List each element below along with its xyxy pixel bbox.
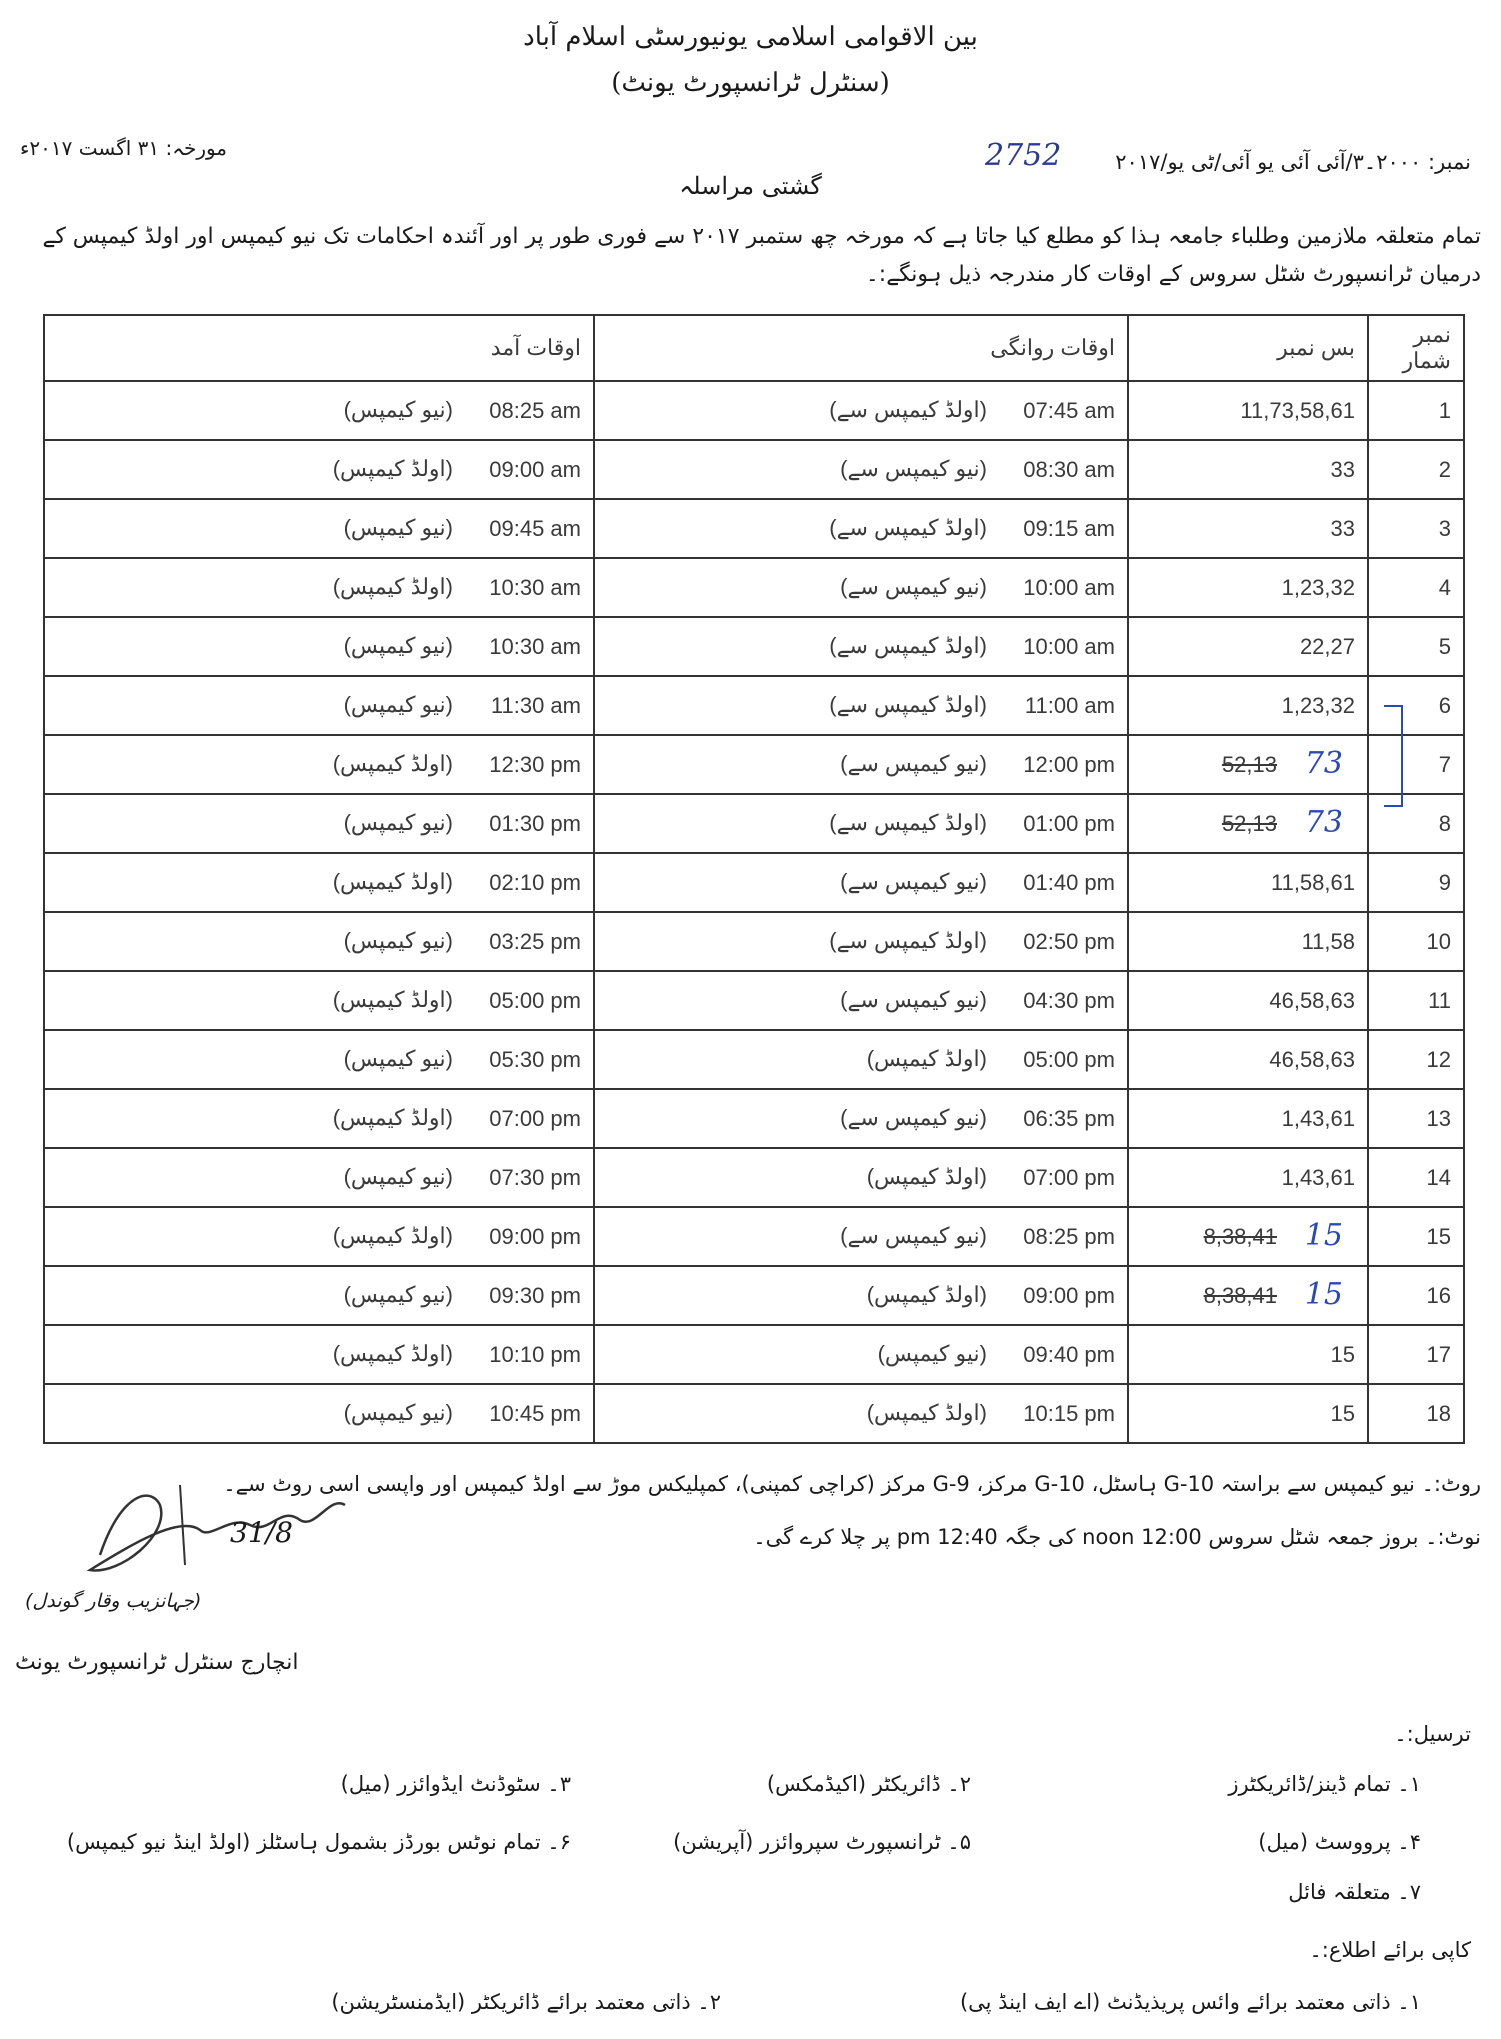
copy-item-1: ۱۔ ذاتی معتمد برائے وائس پریذیڈنٹ (اے ایف اینڈ پی) bbox=[959, 1990, 1421, 2014]
arrival-time: 07:30 pm bbox=[489, 1165, 581, 1190]
bus-number-text: 1,43,61 bbox=[1281, 1106, 1355, 1131]
departure-time-cell bbox=[594, 1030, 1128, 1089]
departure-time: 12:00 pm bbox=[1023, 752, 1115, 777]
departure-time: 01:40 pm bbox=[1023, 870, 1115, 895]
table-row bbox=[44, 1384, 1464, 1443]
table-row bbox=[44, 676, 1464, 735]
serial-number-cell: 17 bbox=[1368, 1325, 1464, 1384]
arrival-time: 09:00 pm bbox=[489, 1224, 581, 1249]
bus-number-cell bbox=[1128, 676, 1368, 735]
departure-location: (نیو کیمپس سے) bbox=[840, 869, 987, 894]
arrival-time-cell bbox=[44, 1207, 594, 1266]
serial-number-cell: 9 bbox=[1368, 853, 1464, 912]
arrival-time-cell bbox=[44, 1148, 594, 1207]
departure-time-cell bbox=[594, 617, 1128, 676]
signature-scribble-icon bbox=[60, 1475, 360, 1590]
arrival-location: (اولڈ کیمپس) bbox=[332, 574, 453, 599]
departure-location: (اولڈ کیمپس سے) bbox=[829, 633, 987, 658]
bus-number-text: 11,58 bbox=[1301, 929, 1355, 954]
distribution-item-2: ۲۔ ڈائریکٹر (اکیڈمکس) bbox=[766, 1772, 971, 1796]
arrival-time-cell bbox=[44, 912, 594, 971]
departure-time-cell bbox=[594, 971, 1128, 1030]
arrival-time-cell bbox=[44, 1325, 594, 1384]
arrival-location: (نیو کیمپس) bbox=[343, 692, 453, 717]
departure-location: (اولڈ کیمپس) bbox=[866, 1046, 987, 1071]
signatory-title: انچارج سنٹرل ٹرانسپورٹ یونٹ bbox=[15, 1650, 299, 1675]
arrival-location: (نیو کیمپس) bbox=[343, 810, 453, 835]
arrival-time-cell bbox=[44, 794, 594, 853]
document-date: مورخہ: ۳۱ اگست ۲۰۱۷ء bbox=[20, 136, 228, 160]
bus-number-text: 11,73,58,61 bbox=[1240, 398, 1355, 423]
departure-time: 08:30 am bbox=[1023, 457, 1115, 482]
serial-number-cell: 4 bbox=[1368, 558, 1464, 617]
departure-location: (اولڈ کیمپس سے) bbox=[829, 810, 987, 835]
arrival-location: (اولڈ کیمپس) bbox=[332, 987, 453, 1012]
departure-time: 09:15 am bbox=[1023, 516, 1115, 541]
arrival-time-cell bbox=[44, 853, 594, 912]
arrival-location: (نیو کیمپس) bbox=[343, 1164, 453, 1189]
bus-number-text: 1,23,32 bbox=[1281, 575, 1355, 600]
departure-time-cell bbox=[594, 912, 1128, 971]
distribution-item-5: ۵۔ ٹرانسپورٹ سپروائزر (آپریشن) bbox=[673, 1830, 971, 1854]
arrival-time: 09:00 am bbox=[489, 457, 581, 482]
arrival-time-cell bbox=[44, 381, 594, 440]
distribution-item-1: ۱۔ تمام ڈینز/ڈائریکٹرز bbox=[1228, 1772, 1421, 1796]
bus-number-cell bbox=[1128, 1030, 1368, 1089]
serial-number-cell: 3 bbox=[1368, 499, 1464, 558]
table-row bbox=[44, 1266, 1464, 1325]
arrival-time-cell bbox=[44, 735, 594, 794]
departure-location: (اولڈ کیمپس سے) bbox=[829, 928, 987, 953]
arrival-time: 08:25 am bbox=[489, 398, 581, 423]
bus-number-cell bbox=[1128, 912, 1368, 971]
arrival-time-cell bbox=[44, 971, 594, 1030]
departure-location: (اولڈ کیمپس سے) bbox=[829, 692, 987, 717]
bus-number-text: 8,38,41 bbox=[1203, 1224, 1277, 1249]
bus-number-cell bbox=[1128, 1089, 1368, 1148]
column-header-bus: بس نمبر bbox=[1128, 315, 1368, 381]
distribution-item-3: ۳۔ سٹوڈنٹ ایڈوائزر (میل) bbox=[340, 1772, 571, 1796]
departure-time-cell bbox=[594, 381, 1128, 440]
reference-number: نمبر: ۲۰۰۰۔۳/آئی آئی یو آئی/ٹی یو/۲۰۱۷ bbox=[1115, 150, 1471, 174]
bus-number-cell bbox=[1128, 440, 1368, 499]
bus-number-cell bbox=[1128, 558, 1368, 617]
column-header-arrival: اوقات آمد bbox=[44, 315, 594, 381]
arrival-time: 10:10 pm bbox=[489, 1342, 581, 1367]
serial-number-cell: 15 bbox=[1368, 1207, 1464, 1266]
arrival-time: 09:30 pm bbox=[489, 1283, 581, 1308]
departure-location: (اولڈ کیمپس) bbox=[866, 1282, 987, 1307]
arrival-location: (نیو کیمپس) bbox=[343, 1400, 453, 1425]
bus-number-text: 22,27 bbox=[1299, 634, 1355, 659]
arrival-time: 12:30 pm bbox=[489, 752, 581, 777]
departure-location: (اولڈ کیمپس) bbox=[866, 1164, 987, 1189]
bus-number-text: 46,58,63 bbox=[1269, 988, 1355, 1013]
arrival-location: (اولڈ کیمپس) bbox=[332, 869, 453, 894]
handwritten-reference: 2752 bbox=[985, 138, 1062, 173]
departure-location: (اولڈ کیمپس) bbox=[866, 1400, 987, 1425]
circular-title: گشتی مراسلہ bbox=[679, 172, 822, 200]
bus-number-text: 52,13 bbox=[1221, 752, 1277, 777]
arrival-location: (نیو کیمپس) bbox=[343, 1282, 453, 1307]
bus-number-text: 33 bbox=[1330, 516, 1355, 541]
handwritten-bus-correction: 73 bbox=[1304, 746, 1343, 781]
departure-time-cell bbox=[594, 1148, 1128, 1207]
departure-time: 02:50 pm bbox=[1023, 929, 1115, 954]
column-header-departure: اوقات روانگی bbox=[594, 315, 1128, 381]
table-header-row bbox=[44, 315, 1464, 381]
table-row bbox=[44, 735, 1464, 794]
arrival-time: 07:00 pm bbox=[489, 1106, 581, 1131]
arrival-location: (نیو کیمپس) bbox=[343, 928, 453, 953]
bus-number-cell bbox=[1128, 499, 1368, 558]
handwritten-bus-correction: 15 bbox=[1304, 1218, 1343, 1253]
serial-number-cell: 18 bbox=[1368, 1384, 1464, 1443]
arrival-location: (اولڈ کیمپس) bbox=[332, 1105, 453, 1130]
bus-number-cell bbox=[1128, 1148, 1368, 1207]
departure-time-cell bbox=[594, 853, 1128, 912]
departure-time-cell bbox=[594, 1325, 1128, 1384]
serial-number-cell: 2 bbox=[1368, 440, 1464, 499]
arrival-time: 05:00 pm bbox=[489, 988, 581, 1013]
signatory-name: (جہانزیب وقار گوندل) bbox=[25, 1590, 202, 1612]
bus-number-cell bbox=[1128, 617, 1368, 676]
friday-note: نوٹ:۔ بروز جمعہ شٹل سروس 12:00 noon کی جگہ 12:40 pm پر چلا کرے گی۔ bbox=[753, 1525, 1481, 1549]
table-row bbox=[44, 1148, 1464, 1207]
arrival-time-cell bbox=[44, 499, 594, 558]
bus-number-text: 1,23,32 bbox=[1281, 693, 1355, 718]
table-row bbox=[44, 1325, 1464, 1384]
bus-number-cell bbox=[1128, 1325, 1368, 1384]
arrival-location: (اولڈ کیمپس) bbox=[332, 751, 453, 776]
departure-time-cell bbox=[594, 1089, 1128, 1148]
departure-location: (نیو کیمپس سے) bbox=[840, 1223, 987, 1248]
departure-location: (نیو کیمپس سے) bbox=[840, 1105, 987, 1130]
handwritten-bus-correction: 15 bbox=[1304, 1277, 1343, 1312]
signature-date: 31/8 bbox=[230, 1516, 293, 1549]
departure-time-cell bbox=[594, 499, 1128, 558]
serial-number-cell: 6 bbox=[1368, 676, 1464, 735]
table-row bbox=[44, 794, 1464, 853]
bus-number-cell bbox=[1128, 381, 1368, 440]
serial-number-cell: 5 bbox=[1368, 617, 1464, 676]
departure-time: 10:15 pm bbox=[1023, 1401, 1115, 1426]
distribution-heading: ترسیل:۔ bbox=[1394, 1722, 1471, 1746]
arrival-time-cell bbox=[44, 558, 594, 617]
bus-number-text: 1,43,61 bbox=[1281, 1165, 1355, 1190]
arrival-location: (اولڈ کیمپس) bbox=[332, 1223, 453, 1248]
departure-time-cell bbox=[594, 1384, 1128, 1443]
serial-number-cell: 1 bbox=[1368, 381, 1464, 440]
departure-time: 08:25 pm bbox=[1023, 1224, 1115, 1249]
departure-time-cell bbox=[594, 440, 1128, 499]
bus-number-text: 33 bbox=[1330, 457, 1355, 482]
bus-number-text: 52,13 bbox=[1221, 811, 1277, 836]
serial-number-cell: 13 bbox=[1368, 1089, 1464, 1148]
table-row bbox=[44, 1089, 1464, 1148]
column-header-serial: نمبر شمار bbox=[1368, 315, 1464, 381]
bus-number-cell bbox=[1128, 1266, 1368, 1325]
arrival-time: 11:30 am bbox=[490, 693, 581, 718]
table-row bbox=[44, 499, 1464, 558]
table-row bbox=[44, 971, 1464, 1030]
bus-number-cell bbox=[1128, 971, 1368, 1030]
departure-location: (نیو کیمپس سے) bbox=[840, 456, 987, 481]
copy-heading: کاپی برائے اطلاع:۔ bbox=[1309, 1938, 1471, 1962]
departure-time: 07:00 pm bbox=[1023, 1165, 1115, 1190]
departure-time: 10:00 am bbox=[1023, 575, 1115, 600]
arrival-time: 01:30 pm bbox=[489, 811, 581, 836]
departure-location: (اولڈ کیمپس سے) bbox=[829, 397, 987, 422]
departure-time: 09:00 pm bbox=[1023, 1283, 1115, 1308]
arrival-time-cell bbox=[44, 676, 594, 735]
serial-number-cell: 12 bbox=[1368, 1030, 1464, 1089]
departure-time: 11:00 am bbox=[1024, 693, 1115, 718]
arrival-time-cell bbox=[44, 1089, 594, 1148]
table-row bbox=[44, 440, 1464, 499]
bus-number-text: 46,58,63 bbox=[1269, 1047, 1355, 1072]
handwritten-bracket bbox=[1380, 702, 1420, 810]
arrival-time: 05:30 pm bbox=[489, 1047, 581, 1072]
arrival-time-cell bbox=[44, 1030, 594, 1089]
serial-number-cell: 8 bbox=[1368, 794, 1464, 853]
arrival-time-cell bbox=[44, 617, 594, 676]
serial-number-cell: 16 bbox=[1368, 1266, 1464, 1325]
departure-location: (نیو کیمپس) bbox=[877, 1341, 987, 1366]
departure-time-cell bbox=[594, 1207, 1128, 1266]
distribution-item-6: ۶۔ تمام نوٹس بورڈز بشمول ہاسٹلز (اولڈ اینڈ نیو کیمپس) bbox=[66, 1830, 571, 1854]
arrival-location: (اولڈ کیمپس) bbox=[332, 1341, 453, 1366]
bus-number-cell bbox=[1128, 1207, 1368, 1266]
arrival-time: 03:25 pm bbox=[489, 929, 581, 954]
departure-time: 04:30 pm bbox=[1023, 988, 1115, 1013]
route-note: روٹ:۔ نیو کیمپس سے براستہ G-10 ہاسٹل، G-10 مرکز، G-9 مرکز (کراچی کمپنی)، کمپلیکس موڑ سے اولڈ کیمپس اور واپسی اسی روٹ سے۔ bbox=[223, 1472, 1481, 1496]
departure-time: 09:40 pm bbox=[1023, 1342, 1115, 1367]
arrival-time-cell bbox=[44, 440, 594, 499]
bus-number-text: 11,58,61 bbox=[1270, 870, 1355, 895]
table-row bbox=[44, 853, 1464, 912]
departure-time: 10:00 am bbox=[1023, 634, 1115, 659]
table-row bbox=[44, 912, 1464, 971]
shuttle-schedule-table bbox=[43, 314, 1465, 1444]
bus-number-text: 15 bbox=[1330, 1401, 1355, 1426]
departure-location: (اولڈ کیمپس سے) bbox=[829, 515, 987, 540]
arrival-location: (نیو کیمپس) bbox=[343, 515, 453, 540]
departure-location: (نیو کیمپس سے) bbox=[840, 574, 987, 599]
departure-time: 01:00 pm bbox=[1023, 811, 1115, 836]
intro-paragraph: تمام متعلقہ ملازمین وطلباء جامعہ ہذا کو مطلع کیا جاتا ہے کہ مورخہ چھ ستمبر ۲۰۱۷ سے فوری طور پر اور آئندہ احکامات تک نیو کیمپس اور اولڈ کیمپس کے درمیان ٹرانسپورٹ شٹل سروس کے اوقات کار مندرجہ ذیل ہونگے:۔ bbox=[42, 224, 1481, 287]
bus-number-cell bbox=[1128, 853, 1368, 912]
arrival-time-cell bbox=[44, 1266, 594, 1325]
serial-number-cell: 7 bbox=[1368, 735, 1464, 794]
table-row bbox=[44, 1207, 1464, 1266]
departure-time: 06:35 pm bbox=[1023, 1106, 1115, 1131]
arrival-location: (نیو کیمپس) bbox=[343, 397, 453, 422]
departure-time-cell bbox=[594, 676, 1128, 735]
arrival-time: 10:30 am bbox=[489, 634, 581, 659]
arrival-time: 09:45 am bbox=[489, 516, 581, 541]
arrival-location: (نیو کیمپس) bbox=[343, 633, 453, 658]
arrival-time: 10:30 am bbox=[489, 575, 581, 600]
copy-item-2: ۲۔ ذاتی معتمد برائے ڈائریکٹر (ایڈمنسٹریشن) bbox=[331, 1990, 721, 2014]
table-row bbox=[44, 617, 1464, 676]
serial-number-cell: 10 bbox=[1368, 912, 1464, 971]
departure-location: (نیو کیمپس سے) bbox=[840, 987, 987, 1012]
bus-number-text: 15 bbox=[1330, 1342, 1355, 1367]
handwritten-bus-correction: 73 bbox=[1304, 805, 1343, 840]
departure-time-cell bbox=[594, 794, 1128, 853]
departure-time-cell bbox=[594, 558, 1128, 617]
arrival-time: 10:45 pm bbox=[489, 1401, 581, 1426]
table-row bbox=[44, 558, 1464, 617]
arrival-time: 02:10 pm bbox=[489, 870, 581, 895]
bus-number-cell bbox=[1128, 735, 1368, 794]
departure-time: 07:45 am bbox=[1023, 398, 1115, 423]
bus-number-text: 8,38,41 bbox=[1203, 1283, 1277, 1308]
distribution-item-4: ۴۔ پرووسٹ (میل) bbox=[1258, 1830, 1421, 1854]
serial-number-cell: 11 bbox=[1368, 971, 1464, 1030]
university-name: بین الاقوامی اسلامی یونیورسٹی اسلام آباد bbox=[523, 22, 978, 52]
arrival-time-cell bbox=[44, 1384, 594, 1443]
bus-number-cell bbox=[1128, 794, 1368, 853]
arrival-location: (اولڈ کیمپس) bbox=[332, 456, 453, 481]
departure-location: (نیو کیمپس سے) bbox=[840, 751, 987, 776]
bus-number-cell bbox=[1128, 1384, 1368, 1443]
departure-time-cell bbox=[594, 735, 1128, 794]
departure-time: 05:00 pm bbox=[1023, 1047, 1115, 1072]
distribution-item-7: ۷۔ متعلقہ فائل bbox=[1288, 1880, 1421, 1904]
table-row bbox=[44, 1030, 1464, 1089]
arrival-location: (نیو کیمپس) bbox=[343, 1046, 453, 1071]
table-row bbox=[44, 381, 1464, 440]
unit-name: (سنٹرل ٹرانسپورٹ یونٹ) bbox=[611, 68, 890, 98]
departure-time-cell bbox=[594, 1266, 1128, 1325]
serial-number-cell: 14 bbox=[1368, 1148, 1464, 1207]
